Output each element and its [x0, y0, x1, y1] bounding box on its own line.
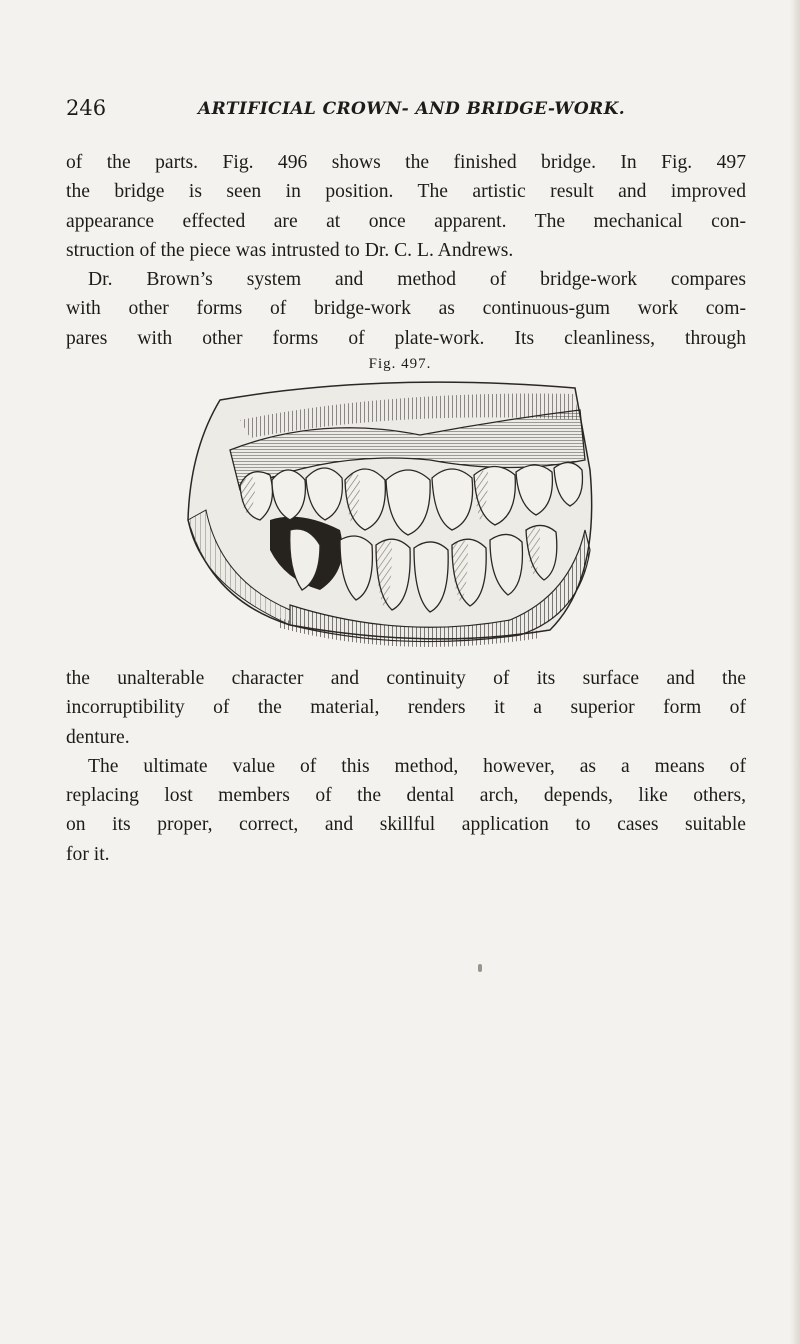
text-line: the bridge is seen in position. The artistic result and improved — [66, 181, 746, 203]
paragraph-block-lower — [66, 664, 746, 869]
page-header — [66, 96, 736, 130]
text-line: struction of the piece was intrusted to Dr. C. L. Andrews. — [66, 239, 514, 261]
text-line: Dr. Brown’s system and method of bridge-work compares — [88, 269, 746, 291]
paragraph-block-upper — [66, 148, 746, 353]
figure-497 — [180, 380, 610, 656]
text-line: the unalterable character and continuity of its surface and the — [66, 668, 746, 689]
text-line: of the parts. Fig. 496 shows the finished bridge. In Fig. 497 — [66, 152, 746, 173]
text-line: appearance effected are at once apparent. The mechanical con- — [66, 210, 746, 232]
dental-bridge-illustration — [180, 380, 610, 656]
print-speck — [478, 964, 482, 972]
text-line: denture. — [66, 726, 130, 748]
running-head: ARTIFICIAL CROWN- AND BRIDGE-WORK. — [198, 99, 626, 119]
text-line: replacing lost members of the dental arch, depends, like others, — [66, 785, 746, 807]
page-number: 246 — [66, 96, 107, 120]
text-line: pares with other forms of plate-work. Its cleanliness, through — [66, 327, 746, 349]
page-edge — [790, 0, 800, 1344]
text-line: The ultimate value of this method, however, as a means of — [88, 755, 746, 777]
text-line: incorruptibility of the material, renders it a superior form of — [66, 697, 746, 719]
text-line: on its proper, correct, and skillful application to cases suitable — [66, 814, 746, 836]
figure-caption: Fig. 497. — [368, 356, 432, 372]
text-line: with other forms of bridge-work as continuous-gum work com- — [66, 298, 746, 320]
text-line: for it. — [66, 843, 110, 865]
